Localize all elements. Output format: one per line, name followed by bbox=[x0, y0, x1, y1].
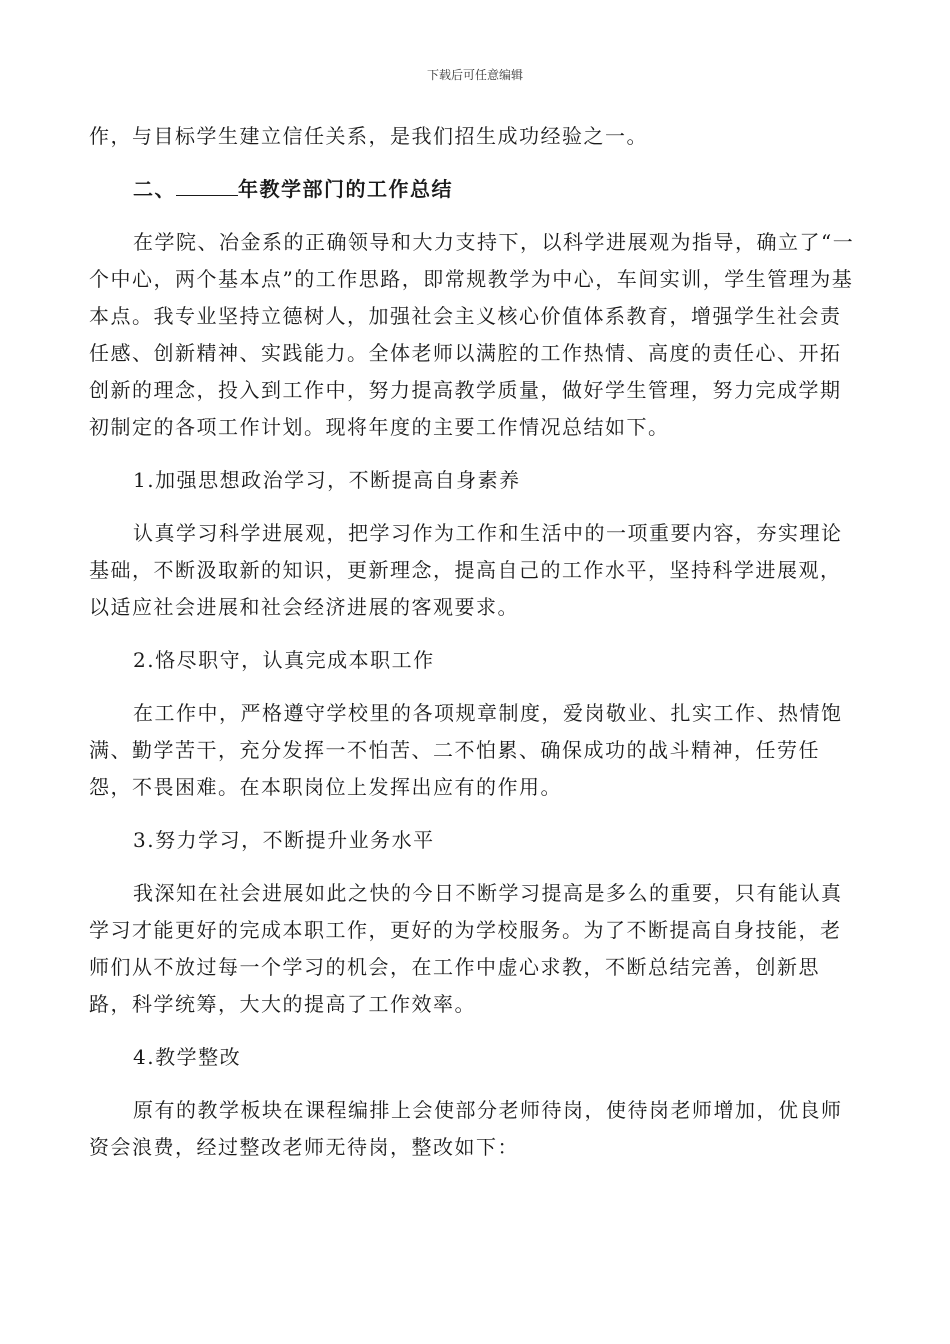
subsection-2-title: 2.恪尽职守，认真完成本职工作 bbox=[133, 648, 435, 672]
subsection-4-title: 4.教学整改 bbox=[133, 1045, 242, 1069]
paragraph-continuation: 作，与目标学生建立信任关系，是我们招生成功经验之一。 bbox=[89, 124, 648, 148]
subsection-3-title: 3.努力学习，不断提升业务水平 bbox=[133, 828, 435, 852]
subsection-1-title: 1.加强思想政治学习，不断提高自身素养 bbox=[133, 468, 521, 492]
year-blank bbox=[176, 177, 238, 196]
intro-paragraph: 在学院、冶金系的正确领导和大力支持下，以科学进展观为指导，确立了“一个中心，两个基本点”的工作思路，即常规教学为中心，车间实训，学生管理为基本点。我专业坚持立德树人，加强社会主义核心价值体系教育，增强学生社会责任感、创新精神、实践能力。全体老师以满腔的工作热情、高度的责任心、开拓创新的理念，投入到工作中，努力提高教学质量，做好学生管理，努力完成学期初制定的各项工作计划。现将年度的主要工作情况总结如下。 bbox=[89, 230, 855, 439]
subsection-4-body: 原有的教学板块在课程编排上会使部分老师待岗，使待岗老师增加，优良师资会浪费，经过整改老师无待岗，整改如下： bbox=[89, 1098, 843, 1159]
section-heading bbox=[89, 171, 861, 208]
document-body bbox=[89, 118, 861, 1166]
subsection-2-body: 在工作中，严格遵守学校里的各项规章制度，爱岗敬业、扎实工作、热情饱满、勤学苦干，充分发挥一不怕苦、二不怕累、确保成功的战斗精神，任劳任怨，不畏困难。在本职岗位上发挥出应有的作用。 bbox=[89, 701, 843, 799]
heading-prefix: 二、 bbox=[133, 177, 176, 201]
heading-suffix: 年教学部门的工作总结 bbox=[238, 177, 453, 201]
subsection-3-body: 我深知在社会进展如此之快的今日不断学习提高是多么的重要，只有能认真学习才能更好的完成本职工作，更好的为学校服务。为了不断提高自身技能，老师们从不放过每一个学习的机会，在工作中虚心求教，不断总结完善，创新思路，科学统筹，大大的提高了工作效率。 bbox=[89, 881, 843, 1016]
page-header: 下载后可任意编辑 bbox=[426, 68, 523, 82]
subsection-1-body: 认真学习科学进展观，把学习作为工作和生活中的一项重要内容，夯实理论基础，不断汲取新的知识，更新理念，提高自己的工作水平，坚持科学进展观，以适应社会进展和社会经济进展的客观要求。 bbox=[89, 521, 843, 619]
